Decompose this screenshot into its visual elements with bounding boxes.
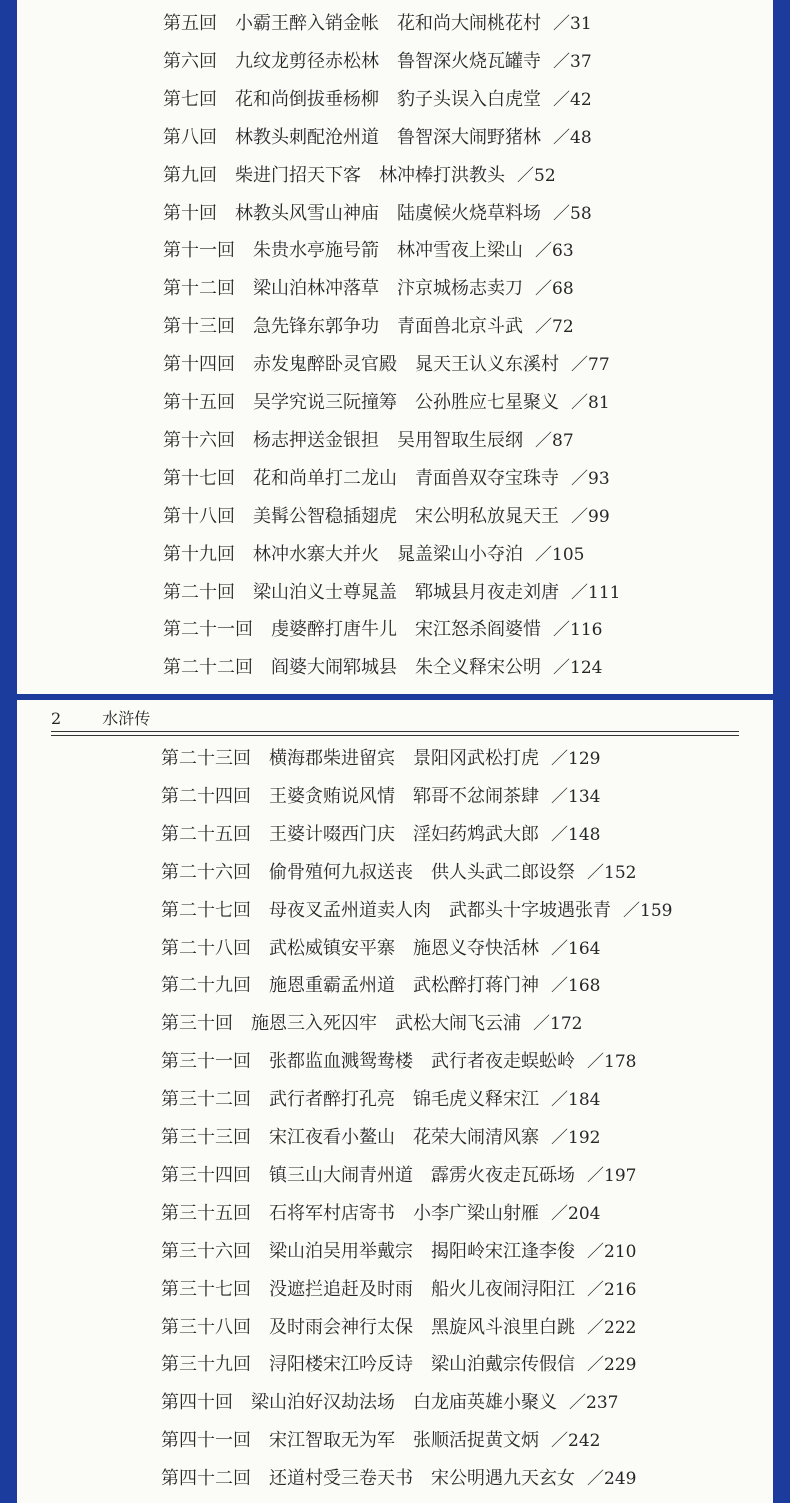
- chapter-number: 第二十六回: [161, 861, 251, 883]
- chapter-number: 第十八回: [163, 505, 235, 527]
- toc-entry: [161, 748, 600, 770]
- page-reference: ／37: [553, 51, 592, 72]
- chapter-number: 第三十六回: [161, 1240, 251, 1262]
- chapter-title-first: 及时雨会神行太保: [269, 1316, 413, 1338]
- page-reference: ／197: [587, 1165, 637, 1186]
- page-reference: ／63: [535, 241, 574, 262]
- chapter-number: 第五回: [163, 13, 217, 34]
- chapter-title-first: 母夜叉孟州道卖人肉: [269, 899, 431, 921]
- book-title: 水浒传: [102, 709, 151, 728]
- chapter-title-first: 施恩三入死囚牢: [251, 1013, 377, 1035]
- page-reference: ／81: [571, 393, 610, 413]
- toc-entry: [163, 13, 592, 35]
- chapter-title-second: 豹子头误入白虎堂: [397, 88, 541, 110]
- toc-entry: [163, 430, 574, 452]
- chapter-title-first: 石将军村店寄书: [269, 1202, 395, 1224]
- chapter-title-second: 揭阳岭宋江逢李俊: [431, 1240, 575, 1262]
- toc-entry: [163, 544, 584, 566]
- page-number: 2: [51, 709, 62, 728]
- chapter-title-second: 供人头武二郎设祭: [431, 861, 575, 883]
- toc-entry: [161, 1241, 636, 1263]
- chapter-number: 第三十九回: [161, 1354, 251, 1376]
- chapter-number: 第三十八回: [161, 1316, 251, 1338]
- chapter-number: 第七回: [163, 88, 217, 110]
- toc-entry: [163, 582, 620, 604]
- chapter-title-first: 镇三山大闹青州道: [269, 1164, 413, 1186]
- page-reference: ／172: [533, 1014, 583, 1035]
- toc-entry: [161, 1430, 600, 1452]
- chapter-title-first: 朱贵水亭施号箭: [253, 240, 379, 262]
- chapter-title-second: 宋公明遇九天玄女: [431, 1468, 575, 1490]
- page-reference: ／72: [535, 317, 574, 338]
- chapter-title-first: 杨志押送金银担: [253, 429, 379, 451]
- chapter-title-second: 宋公明私放晁天王: [415, 505, 559, 527]
- chapter-title-first: 王婆贪贿说风情: [269, 785, 395, 807]
- page-reference: ／152: [587, 862, 637, 883]
- chapter-title-first: 梁山泊吴用举戴宗: [269, 1240, 413, 1262]
- chapter-title-second: 锦毛虎义释宋江: [413, 1089, 539, 1111]
- chapter-title-second: 武松醉打蒋门神: [413, 975, 539, 997]
- toc-entry: [163, 203, 592, 225]
- page-reference: ／105: [535, 544, 585, 565]
- toc-entry: [163, 468, 610, 490]
- chapter-title-first: 美髯公智稳插翅虎: [253, 505, 397, 527]
- chapter-title-second: 黑旋风斗浪里白跳: [431, 1316, 575, 1338]
- page-reference: ／210: [587, 1241, 637, 1262]
- chapter-title-second: 梁山泊戴宗传假信: [431, 1354, 575, 1376]
- toc-page-top: [17, 0, 773, 694]
- chapter-title-second: 船火儿夜闹浔阳江: [431, 1278, 575, 1300]
- chapter-number: 第二十三回: [161, 748, 251, 769]
- page-reference: ／222: [587, 1317, 637, 1338]
- toc-entry: [161, 1317, 636, 1339]
- toc-entry: [161, 1013, 582, 1035]
- page-reference: ／99: [571, 506, 610, 527]
- page-reference: ／204: [551, 1203, 601, 1224]
- toc-entry: [161, 938, 600, 960]
- chapter-title-second: 吴用智取生辰纲: [397, 429, 523, 451]
- page-reference: ／242: [551, 1431, 601, 1452]
- page-reference: ／58: [553, 203, 592, 224]
- chapter-number: 第二十一回: [163, 619, 253, 641]
- chapter-number: 第三十五回: [161, 1202, 251, 1224]
- chapter-title-second: 林冲棒打洪教头: [379, 164, 505, 186]
- page-reference: ／111: [571, 582, 621, 603]
- page-reference: ／168: [551, 976, 601, 997]
- page-reference: ／42: [553, 89, 592, 110]
- page-reference: ／159: [623, 900, 673, 921]
- chapter-title-first: 宋江夜看小鳌山: [269, 1127, 395, 1148]
- chapter-title-second: 张顺活捉黄文炳: [413, 1430, 539, 1452]
- chapter-number: 第八回: [163, 126, 217, 148]
- chapter-title-second: 青面兽北京斗武: [397, 316, 523, 338]
- running-header: [51, 706, 150, 729]
- chapter-number: 第十一回: [163, 240, 235, 262]
- toc-entry: [161, 1051, 636, 1073]
- chapter-title-first: 林教头风雪山神庙: [235, 202, 379, 224]
- chapter-number: 第三十一回: [161, 1051, 251, 1073]
- chapter-title-second: 宋江怒杀阎婆惜: [415, 619, 541, 641]
- chapter-title-second: 小李广梁山射雁: [413, 1202, 539, 1224]
- toc-entry: [163, 278, 574, 300]
- chapter-number: 第十回: [163, 202, 217, 224]
- toc-entry: [161, 824, 600, 846]
- toc-entry: [161, 862, 636, 884]
- toc-entry: [161, 1089, 600, 1111]
- page-reference: ／148: [551, 824, 601, 845]
- toc-entry: [161, 1279, 636, 1301]
- chapter-title-second: 霹雳火夜走瓦砾场: [431, 1164, 575, 1186]
- page-reference: ／192: [551, 1128, 601, 1148]
- chapter-title-second: 武松大闹飞云浦: [395, 1013, 521, 1035]
- chapter-number: 第十五回: [163, 392, 235, 413]
- chapter-number: 第三十四回: [161, 1164, 251, 1186]
- chapter-title-first: 梁山泊林冲落草: [253, 278, 379, 300]
- chapter-number: 第三十回: [161, 1013, 233, 1035]
- chapter-title-first: 没遮拦追赶及时雨: [269, 1278, 413, 1300]
- chapter-title-first: 施恩重霸孟州道: [269, 975, 395, 997]
- chapter-title-second: 陆虞候火烧草料场: [397, 202, 541, 224]
- chapter-title-first: 张都监血溅鸳鸯楼: [269, 1051, 413, 1073]
- chapter-number: 第四十二回: [161, 1468, 251, 1490]
- chapter-title-second: 晁天王认义东溪村: [415, 354, 559, 376]
- toc-entry: [163, 89, 592, 111]
- header-rule-thin: [51, 735, 739, 736]
- chapter-title-first: 武松威镇安平寨: [269, 937, 395, 959]
- chapter-title-first: 急先锋东郭争功: [253, 316, 379, 338]
- chapter-title-first: 王婆计啜西门庆: [269, 823, 395, 845]
- chapter-title-first: 阎婆大闹郓城县: [271, 657, 397, 679]
- chapter-title-first: 林教头刺配沧州道: [235, 126, 379, 148]
- chapter-title-first: 偷骨殖何九叔送丧: [269, 861, 413, 883]
- toc-entry: [161, 1165, 636, 1187]
- chapter-title-second: 朱仝义释宋公明: [415, 657, 541, 679]
- toc-entry: [163, 354, 610, 376]
- chapter-title-second: 晁盖梁山小夺泊: [397, 543, 523, 565]
- chapter-title-second: 公孙胜应七星聚义: [415, 392, 559, 413]
- chapter-title-first: 浔阳楼宋江吟反诗: [269, 1354, 413, 1376]
- chapter-number: 第三十七回: [161, 1278, 251, 1300]
- chapter-number: 第二十二回: [163, 657, 253, 679]
- chapter-title-second: 郓城县月夜走刘唐: [415, 581, 559, 603]
- page-reference: ／116: [553, 620, 603, 641]
- toc-entry: [161, 975, 600, 997]
- page-reference: ／68: [535, 279, 574, 300]
- page-reference: ／134: [551, 786, 601, 807]
- page-reference: ／93: [571, 468, 610, 489]
- page-reference: ／124: [553, 658, 603, 679]
- chapter-number: 第二十七回: [161, 899, 251, 921]
- chapter-number: 第六回: [163, 50, 217, 72]
- toc-entry: [163, 127, 592, 149]
- chapter-number: 第二十八回: [161, 937, 251, 959]
- chapter-title-first: 花和尚倒拔垂杨柳: [235, 88, 379, 110]
- chapter-title-first: 小霸王醉入销金帐: [235, 13, 379, 34]
- toc-entry: [163, 392, 610, 414]
- page-reference: ／229: [587, 1355, 637, 1376]
- chapter-title-second: 花荣大闹清风寨: [413, 1127, 539, 1148]
- chapter-title-second: 武行者夜走蜈蚣岭: [431, 1051, 575, 1073]
- chapter-title-second: 武都头十字坡遇张青: [449, 899, 611, 921]
- chapter-number: 第十九回: [163, 543, 235, 565]
- chapter-title-second: 汴京城杨志卖刀: [397, 278, 523, 300]
- chapter-title-first: 横海郡柴进留宾: [269, 748, 395, 769]
- chapter-title-second: 鲁智深火烧瓦罐寺: [397, 50, 541, 72]
- chapter-number: 第二十九回: [161, 975, 251, 997]
- chapter-title-first: 柴进门招天下客: [235, 164, 361, 186]
- chapter-title-second: 鲁智深大闹野猪林: [397, 126, 541, 148]
- chapter-title-second: 青面兽双夺宝珠寺: [415, 467, 559, 489]
- chapter-number: 第十二回: [163, 278, 235, 300]
- chapter-title-first: 还道村受三卷天书: [269, 1468, 413, 1490]
- chapter-title-first: 宋江智取无为军: [269, 1430, 395, 1452]
- toc-entry: [163, 619, 602, 641]
- toc-entry: [161, 786, 600, 808]
- chapter-title-first: 林冲水寨大并火: [253, 543, 379, 565]
- chapter-title-second: 施恩义夺快活林: [413, 937, 539, 959]
- chapter-number: 第十七回: [163, 467, 235, 489]
- page-reference: ／249: [587, 1469, 637, 1490]
- toc-entry: [163, 657, 602, 679]
- chapter-number: 第十三回: [163, 316, 235, 338]
- chapter-title-first: 武行者醉打孔亮: [269, 1089, 395, 1111]
- chapter-number: 第十四回: [163, 354, 235, 376]
- chapter-title-second: 郓哥不忿闹茶肆: [413, 785, 539, 807]
- page-reference: ／216: [587, 1279, 637, 1300]
- toc-entry: [161, 1203, 600, 1225]
- chapter-title-second: 花和尚大闹桃花村: [397, 13, 541, 34]
- toc-entry: [161, 1354, 636, 1376]
- page-reference: ／184: [551, 1090, 601, 1111]
- chapter-title-first: 赤发鬼醉卧灵官殿: [253, 354, 397, 376]
- toc-entry: [163, 51, 592, 73]
- chapter-title-second: 淫妇药鸩武大郎: [413, 823, 539, 845]
- page-reference: ／87: [535, 430, 574, 451]
- header-rule-thick: [51, 731, 739, 732]
- chapter-number: 第十六回: [163, 429, 235, 451]
- toc-entry: [161, 1392, 618, 1414]
- toc-entry: [163, 506, 610, 528]
- toc-entry: [161, 1127, 600, 1149]
- chapter-number: 第四十一回: [161, 1430, 251, 1452]
- chapter-title-first: 梁山泊好汉劫法场: [251, 1392, 395, 1414]
- toc-page-bottom: [17, 700, 773, 1503]
- page-reference: ／178: [587, 1052, 637, 1073]
- chapter-number: 第九回: [163, 164, 217, 186]
- chapter-number: 第四十回: [161, 1392, 233, 1414]
- page-reference: ／77: [571, 355, 610, 376]
- chapter-title-first: 梁山泊义士尊晁盖: [253, 581, 397, 603]
- chapter-number: 第三十二回: [161, 1089, 251, 1111]
- chapter-title-second: 景阳冈武松打虎: [413, 748, 539, 769]
- page-reference: ／129: [551, 749, 601, 769]
- chapter-number: 第二十回: [163, 581, 235, 603]
- toc-entry: [163, 316, 574, 338]
- page-reference: ／52: [517, 165, 556, 186]
- toc-entry: [161, 1468, 636, 1490]
- toc-entry: [161, 900, 672, 922]
- page-reference: ／31: [553, 14, 592, 34]
- chapter-title-second: 林冲雪夜上梁山: [397, 240, 523, 262]
- page-reference: ／237: [569, 1393, 619, 1414]
- chapter-title-first: 虔婆醉打唐牛儿: [271, 619, 397, 641]
- toc-entry: [163, 165, 556, 187]
- chapter-number: 第二十五回: [161, 823, 251, 845]
- chapter-number: 第三十三回: [161, 1127, 251, 1148]
- chapter-title-second: 白龙庙英雄小聚义: [413, 1392, 557, 1414]
- page-reference: ／164: [551, 938, 601, 959]
- toc-entry: [163, 240, 574, 262]
- chapter-title-first: 九纹龙剪径赤松林: [235, 50, 379, 72]
- chapter-title-first: 花和尚单打二龙山: [253, 467, 397, 489]
- chapter-number: 第二十四回: [161, 785, 251, 807]
- page-reference: ／48: [553, 127, 592, 148]
- chapter-title-first: 吴学究说三阮撞筹: [253, 392, 397, 413]
